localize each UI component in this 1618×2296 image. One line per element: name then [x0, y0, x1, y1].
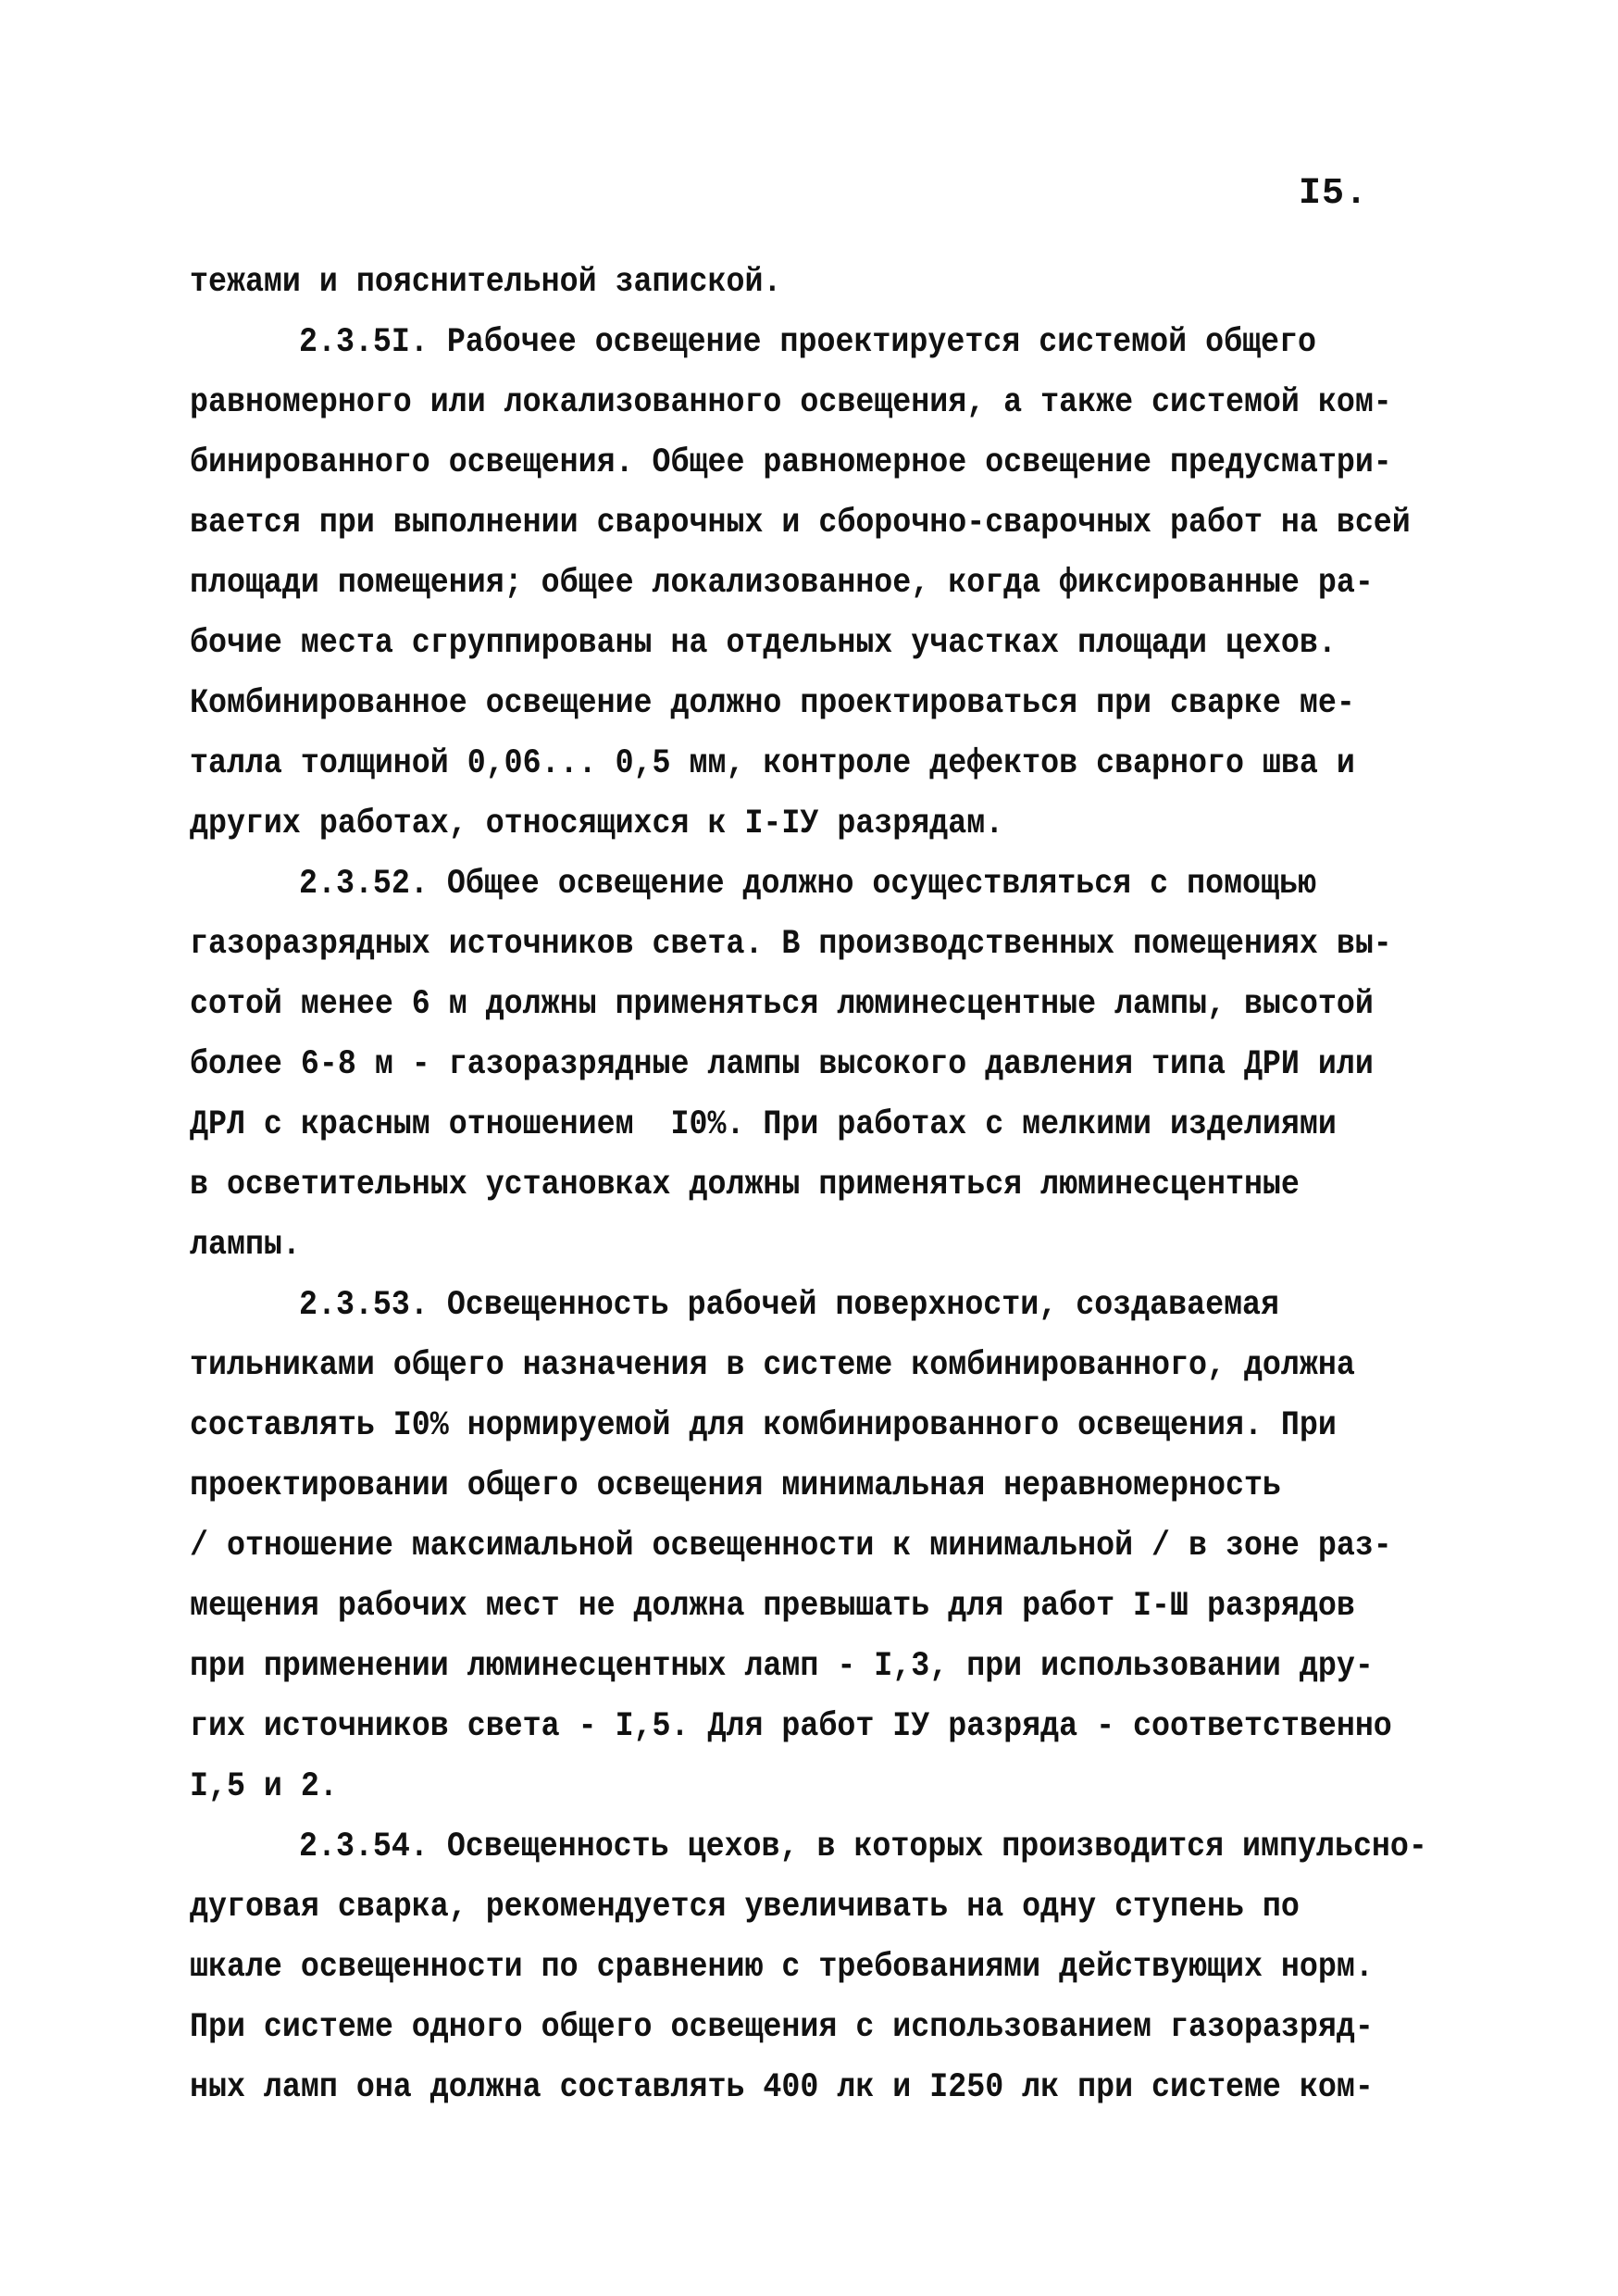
paragraph-2-3-54-start: 2.3.54. Освещенность цехов, в которых производится импульсно-	[299, 1826, 1427, 1866]
text-line: тильниками общего назначения в системе комбинированного, должна	[190, 1344, 1355, 1385]
text-line: I,5 и 2.	[190, 1766, 338, 1806]
text-line: газоразрядных источников света. В производственных помещениях вы-	[190, 923, 1392, 964]
text-line: при применении люминесцентных ламп - I,3, при использовании дру-	[190, 1645, 1374, 1686]
text-line: бинированного освещения. Общее равномерное освещение предусматри-	[190, 442, 1392, 482]
text-line: гих источников света - I,5. Для работ IУ разряда - соответственно	[190, 1705, 1392, 1746]
text-line: вается при выполнении сварочных и сборочно-сварочных работ на всей	[190, 502, 1411, 543]
text-line: мещения рабочих мест не должна превышать для работ I-Ш разрядов	[190, 1585, 1355, 1626]
paragraph-2-3-52-start: 2.3.52. Общее освещение должно осуществляться с помощью	[299, 863, 1316, 904]
text-line: При системе одного общего освещения с использованием газоразряд-	[190, 2006, 1374, 2047]
text-line: ДРЛ с красным отношением I0%. При работах с мелкими изделиями	[190, 1104, 1337, 1144]
text-line: дуговая сварка, рекомендуется увеличивать на одну ступень по	[190, 1886, 1300, 1927]
text-line: Комбинированное освещение должно проектироваться при сварке ме-	[190, 682, 1355, 723]
text-line: других работах, относящихся к I-IУ разрядам.	[190, 803, 1004, 843]
text-line: / отношение максимальной освещенности к минимальной / в зоне раз-	[190, 1525, 1392, 1566]
text-line: равномерного или локализованного освещения, а также системой ком-	[190, 381, 1392, 422]
text-line: в осветительных установках должны применяться люминесцентные	[190, 1164, 1300, 1204]
text-line: площади помещения; общее локализованное, когда фиксированные ра-	[190, 562, 1374, 603]
text-line: бочие места сгруппированы на отдельных участках площади цехов.	[190, 622, 1337, 663]
paragraph-2-3-51-start: 2.3.5I. Рабочее освещение проектируется системой общего	[299, 321, 1316, 362]
text-line: сотой менее 6 м должны применяться люминесцентные лампы, высотой	[190, 983, 1374, 1024]
text-line: талла толщиной 0,06... 0,5 мм, контроле дефектов сварного шва и	[190, 742, 1355, 783]
text-line: проектировании общего освещения минимальная неравномерность	[190, 1465, 1281, 1505]
paragraph-2-3-53-start: 2.3.53. Освещенность рабочей поверхности, создаваемая	[299, 1284, 1280, 1325]
text-line: тежами и пояснительной запиской.	[190, 261, 782, 302]
text-line: шкале освещенности по сравнению с требованиями действующих норм.	[190, 1946, 1374, 1987]
body-text	[190, 252, 1486, 2117]
page-number: I5.	[1299, 173, 1369, 215]
text-line: лампы.	[190, 1224, 301, 1265]
text-line: более 6-8 м - газоразрядные лампы высокого давления типа ДРИ или	[190, 1043, 1374, 1084]
text-line: составлять I0% нормируемой для комбинированного освещения. При	[190, 1404, 1337, 1445]
text-line: ных ламп она должна составлять 400 лк и I250 лк при системе ком-	[190, 2066, 1374, 2107]
